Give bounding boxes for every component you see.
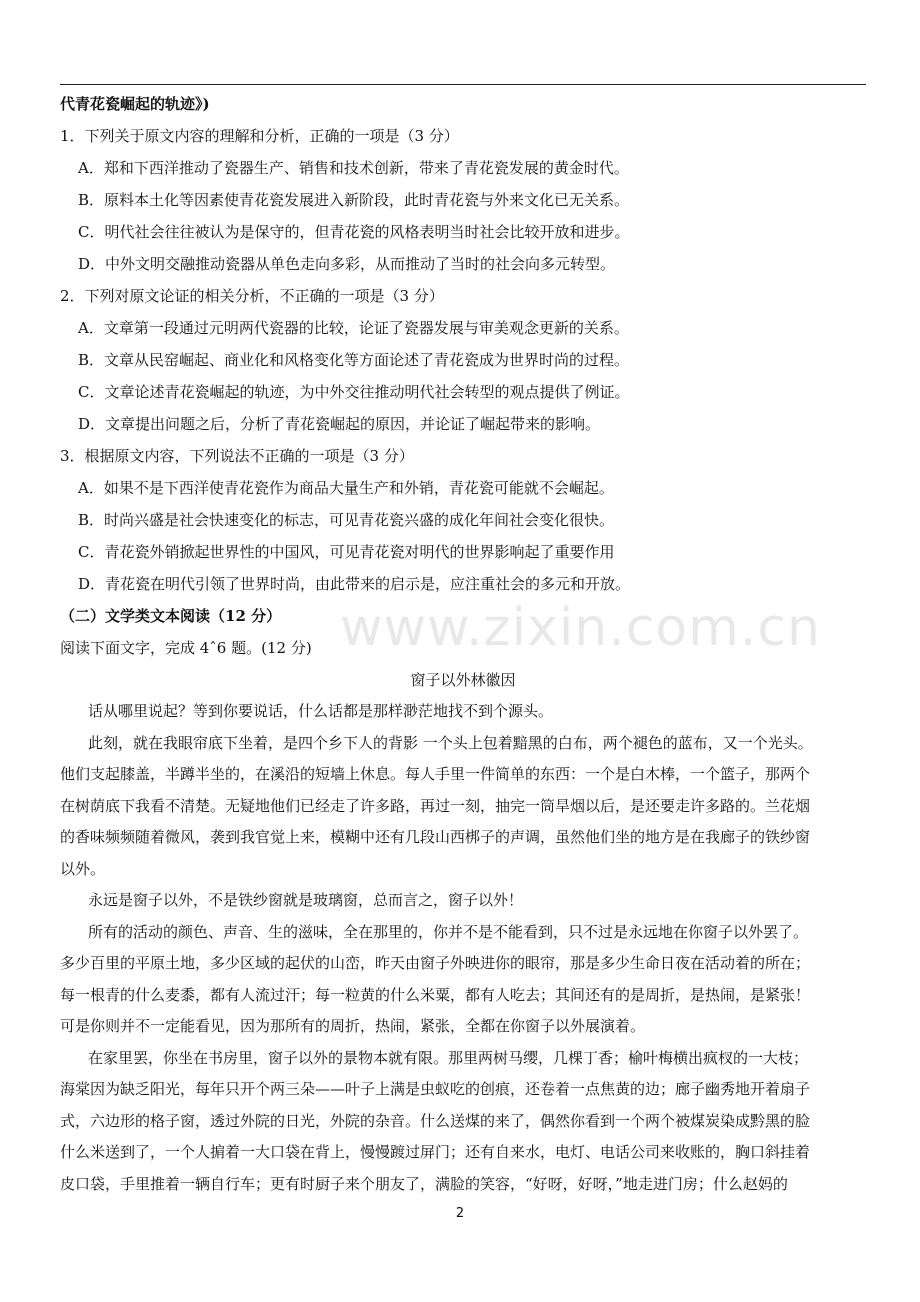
paragraph-line: 海棠因为缺乏阳光，每年只开个两三朵——叶子上满是虫蚁吃的创痕，还卷着一点焦黄的边；廊子幽秀地开着扇子 <box>60 1080 811 1098</box>
option-a: A．如果不是下西洋使青花瓷作为商品大量生产和外销，青花瓷可能就不会崛起。 <box>78 479 614 497</box>
option-c: C．文章论述青花瓷崛起的轨迹，为中外交往推动明代社会转型的观点提供了例证。 <box>78 383 630 401</box>
section-heading: （二）文学类文本阅读（12 分） <box>60 607 282 625</box>
paragraph-line: 永远是窗子以外，不是铁纱窗就是玻璃窗，总而言之，窗子以外！ <box>88 891 524 909</box>
header-rule <box>60 84 866 85</box>
option-b: B．原料本土化等因素使青花瓷发展进入新阶段，此时青花瓷与外来文化已无关系。 <box>78 191 630 209</box>
paragraph-line: 此刻，就在我眼帘底下坐着，是四个乡下人的背影 一个头上包着黯黑的白布，两个褪色的蓝布，又一个光头。 <box>88 733 813 752</box>
paragraph-4 <box>60 917 866 1043</box>
paragraph-line: 式，六边形的格子窗，透过外院的日光，外院的杂音。什么送煤的来了，偶然你看到一个两个被煤炭染成黔黑的脸 <box>60 1111 811 1130</box>
paragraph-line: 每一根青的什么麦黍，都有人流过汗；每一粒黄的什么米粟，都有人吃去；其间还有的是周折，是热闹，是紧张！ <box>60 985 811 1004</box>
paragraph-2 <box>60 728 866 886</box>
page-number: 2 <box>455 1206 465 1221</box>
header-fragment: 代青花瓷崛起的轨迹》) <box>60 95 210 113</box>
document-page <box>60 88 866 1200</box>
paragraph-line: 皮口袋，手里推着一辆自行车；更有时厨子来个朋友了，满脸的笑容，“好呀，好呀，”地走进门房；什么赵妈的 <box>60 1174 788 1193</box>
paragraph-5 <box>60 1043 866 1201</box>
paragraph-line: 可是你则并不一定能看见，因为那所有的周折，热闹，紧张，全都在你窗子以外展演着。 <box>60 1017 646 1035</box>
paragraph-line: 的香味频频随着微风，袭到我官觉上来，模糊中还有几段山西梆子的声调，虽然他们坐的地方是在我廊子的铁纱窗 <box>60 828 811 846</box>
option-d: D．中外文明交融推动瓷器从单色走向多彩，从而推动了当时的社会向多元转型。 <box>78 255 616 273</box>
paragraph-line: 在树荫底下我看不清楚。无疑地他们已经走了许多路，再过一刻，抽完一筒旱烟以后，是还要走许多路的。兰花烟 <box>60 796 811 815</box>
option-a: A．郑和下西洋推动了瓷器生产、销售和技术创新，带来了青花瓷发展的黄金时代。 <box>78 159 629 177</box>
reading-instruction: 阅读下面文字，完成 4ˆ6 题。(12 分) <box>60 639 312 657</box>
question-2 <box>60 280 866 440</box>
option-a: A．文章第一段通过元明两代瓷器的比较，论证了瓷器发展与审美观念更新的关系。 <box>78 319 629 337</box>
paragraph-line: 以外。 <box>60 859 106 878</box>
paragraph-line: 在家里罢，你坐在书房里，窗子以外的景物本就有限。那里两树马缨，几棵丁香；榆叶梅横出疯杈的一大枝； <box>88 1048 809 1067</box>
paragraph-3 <box>60 885 866 917</box>
question-stem: 2．下列对原文论证的相关分析，不正确的一项是（3 分） <box>60 287 444 305</box>
question-3 <box>60 440 866 600</box>
option-d: D．青花瓷在明代引领了世界时尚，由此带来的启示是，应注重社会的多元和开放。 <box>78 575 631 593</box>
option-c: C．青花瓷外销掀起世界性的中国风，可见青花瓷对明代的世界影响起了重要作用 <box>78 543 615 561</box>
option-c: C．明代社会往往被认为是保守的，但青花瓷的风格表明当时社会比较开放和进步。 <box>78 223 630 241</box>
paragraph-1 <box>60 696 866 728</box>
option-b: B．时尚兴盛是社会快速变化的标志，可见青花瓷兴盛的成化年间社会变化很快。 <box>78 511 615 529</box>
paragraph-line: 他们支起膝盖，半蹲半坐的，在溪沿的短墙上休息。每人手里一件简单的东西：一个是白木棒，一个篮子，那两个 <box>60 765 811 783</box>
paragraph-line: 多少百里的平原土地，多少区域的起伏的山峦，昨天由窗子外映进你的眼帘，那是多少生命日夜在活动着的所在； <box>60 954 811 972</box>
question-stem: 3．根据原文内容，下列说法不正确的一项是（3 分） <box>60 447 414 465</box>
watermark: www.zixin.com.cn <box>340 598 821 658</box>
article-title: 窗子以外林徽因 <box>410 671 516 689</box>
question-1 <box>60 120 866 280</box>
paragraph-line: 话从哪里说起？等到你要说话，什么话都是那样渺茫地找不到个源头。 <box>88 702 554 720</box>
paragraph-line: 什么米送到了，一个人掮着一大口袋在背上，慢慢踱过屏门；还有自来水，电灯、电话公司来收账的，胸口斜挂着 <box>60 1143 811 1161</box>
option-d: D．文章提出问题之后，分析了青花瓷崛起的原因，并论证了崛起带来的影响。 <box>78 415 601 433</box>
option-b: B．文章从民窑崛起、商业化和风格变化等方面论述了青花瓷成为世界时尚的过程。 <box>78 351 630 369</box>
paragraph-line: 所有的活动的颜色、声音、生的滋味，全在那里的，你并不是不能看到，只不过是永远地在你窗子以外罢了。 <box>88 922 809 941</box>
question-stem: 1．下列关于原文内容的理解和分析，正确的一项是（3 分） <box>60 127 459 145</box>
